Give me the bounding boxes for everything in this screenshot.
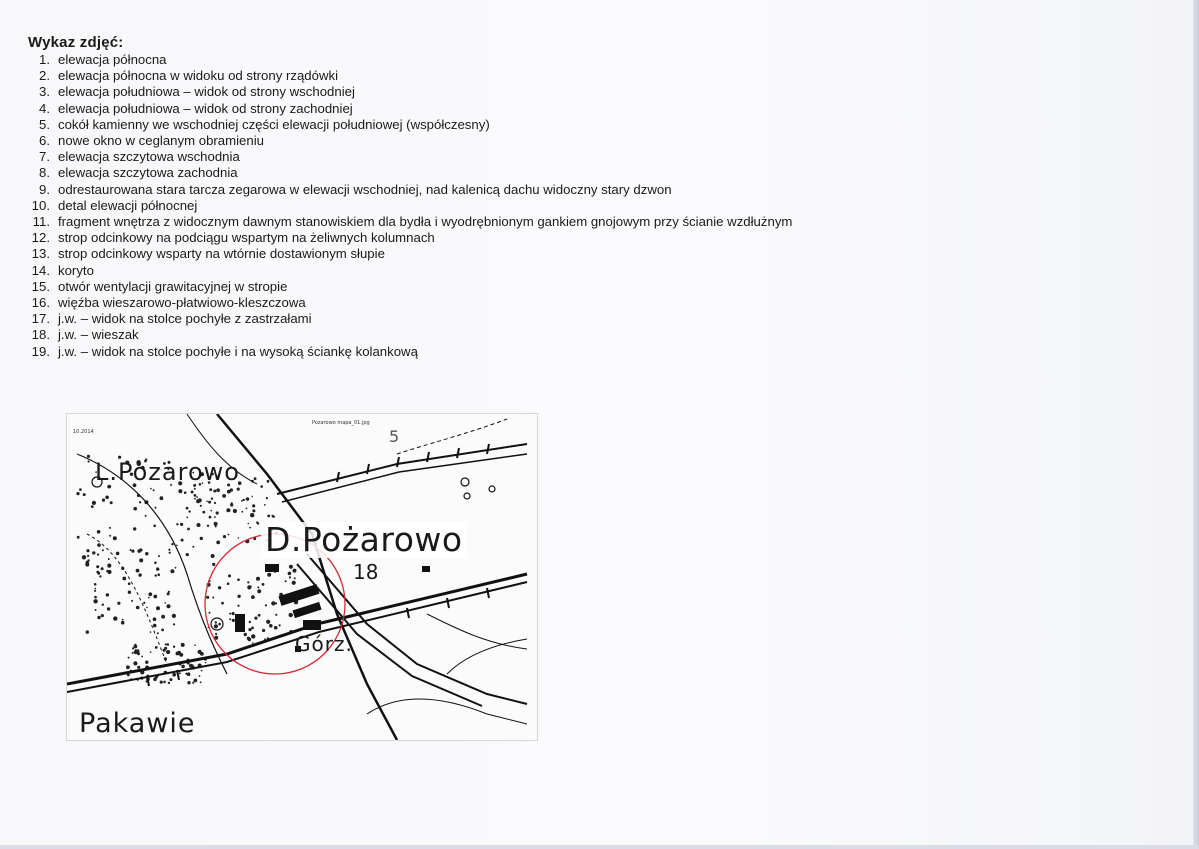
photo-list-text: elewacja północna (58, 52, 167, 67)
photo-list-item (28, 214, 792, 230)
photo-list-text: j.w. – wieszak (58, 327, 139, 343)
photo-list-text: strop odcinkowy na podciągu wspartym na żeliwnych kolumnach (58, 230, 435, 246)
map-label-pakawie: Pakawie (79, 708, 196, 739)
photo-list-text: otwór wentylacji grawitacyjnej w stropie (58, 278, 288, 294)
photo-list-number: 10. (31, 197, 50, 213)
photo-list-text: elewacja południowa – widok od strony wschodniej (58, 84, 355, 100)
photo-list-number: 13. (31, 246, 50, 262)
photo-list-text: więźba wieszarowo-płatwiowo-kleszczowa (58, 295, 306, 311)
photo-list-item (28, 52, 792, 68)
photo-list-item (28, 344, 792, 360)
page-edge-bottom (0, 845, 1199, 849)
photo-list-number: 2. (39, 68, 50, 84)
photo-list-text: nowe okno w ceglanym obramieniu (58, 133, 264, 149)
photo-list-item (28, 311, 792, 327)
photo-list-text: fragment wnętrza z widocznym dawnym stanowiskiem dla bydła i wyodrębnionym gankiem gnojowym przy ścianie wzdłużnym (58, 214, 793, 230)
map-label-gorz: Górz. (295, 632, 353, 656)
photo-list-text: j.w. – widok na stolce pochyłe z zastrzałami (58, 311, 312, 327)
photo-list-text: elewacja szczytowa zachodnia (58, 165, 238, 181)
photo-list-item (28, 165, 792, 181)
photo-list-item (28, 101, 792, 117)
photo-list-item (28, 84, 792, 100)
photo-list-item (28, 182, 792, 198)
photo-list-text: elewacja południowa – widok od strony zachodniej (58, 100, 353, 116)
photo-list-item (28, 295, 792, 311)
photo-list-number: 14. (31, 262, 50, 278)
photo-list-item (28, 230, 792, 246)
map-label-d-pozarowo: D.Pożarowo (261, 522, 467, 558)
photo-list-item (28, 117, 792, 133)
photo-list-item (28, 68, 792, 84)
photo-list-number: 4. (39, 100, 50, 116)
photo-list-number: 8. (39, 165, 50, 181)
photo-list-number: 18. (31, 327, 50, 343)
photo-list-number: 6. (39, 133, 50, 149)
photo-list-item (28, 327, 792, 343)
photo-list-text: detal elewacji północnej (58, 197, 198, 213)
location-map (66, 413, 538, 741)
photo-list-item (28, 198, 792, 214)
photo-list-number: 12. (31, 230, 50, 246)
photo-list-text: cokół kamienny we wschodniej części elewacji południowej (współczesny) (58, 116, 490, 132)
photo-list-number: 11. (32, 214, 50, 230)
photo-list-item (28, 263, 792, 279)
photo-list-number: 9. (39, 181, 50, 197)
map-date: 10.2014 (73, 429, 94, 435)
photo-list-number: 17. (31, 311, 50, 327)
photo-list-number: 7. (39, 149, 50, 165)
photo-list-number: 19. (31, 343, 50, 359)
photo-list-item (28, 246, 792, 262)
photo-list-text: elewacja szczytowa wschodnia (58, 149, 240, 165)
photo-list-number: 5. (39, 116, 50, 132)
photo-list (28, 52, 792, 360)
photo-list-number: 1. (39, 52, 50, 67)
photo-list-item (28, 149, 792, 165)
map-label-contour: 5 (389, 427, 400, 446)
photo-list-text: odrestaurowana stara tarcza zegarowa w elewacji wschodniej, nad kalenicą dachu widoczny stary dzwon (58, 181, 672, 197)
map-file-caption: Pozarowo mapa_01.jpg (312, 420, 370, 426)
photo-list-item (28, 279, 792, 295)
photo-list-number: 15. (31, 278, 50, 294)
photo-list-item (28, 133, 792, 149)
map-label-number: 18 (353, 560, 379, 584)
photo-list-text: strop odcinkowy wsparty na wtórnie dostawionym słupie (58, 246, 385, 262)
photo-list-text: elewacja północna w widoku od strony rządówki (58, 68, 339, 84)
page-edge-right (1193, 0, 1199, 849)
photo-list-text: koryto (58, 262, 94, 278)
photo-list-number: 16. (31, 295, 50, 311)
photo-list-text: j.w. – widok na stolce pochyłe i na wysoką ściankę kolankową (58, 343, 418, 359)
map-label-l-pozarowo: L.Pozarowo (95, 458, 240, 486)
photo-list-number: 3. (39, 84, 50, 100)
photo-list-heading: Wykaz zdjęć: (28, 34, 124, 51)
